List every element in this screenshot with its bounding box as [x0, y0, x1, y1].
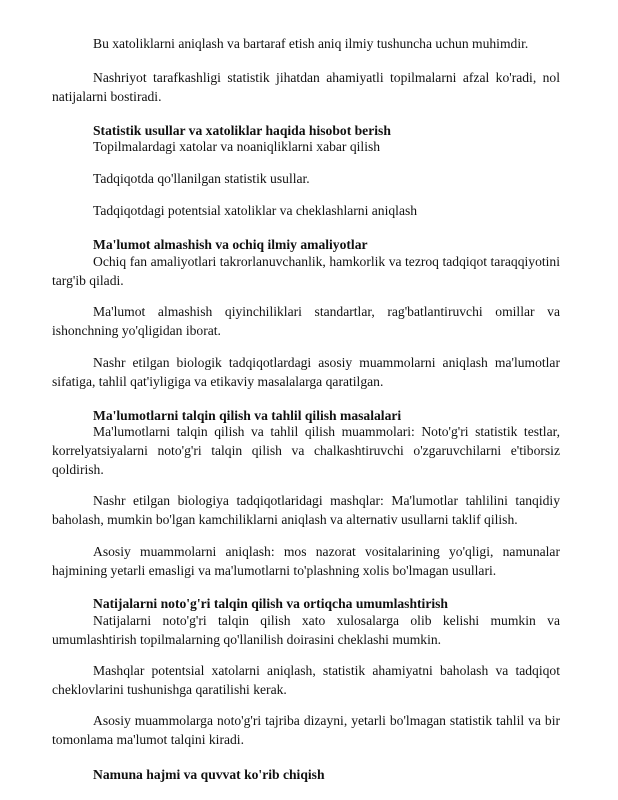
paragraph-14: Asosiy muammolarga noto'g'ri tajriba dizayni, yetarli bo'lmagan statistik tahlil va bir tomonlama ma'lumot talqini kiradi.: [52, 713, 560, 747]
section-heading-statistical-methods: Statistik usullar va xatoliklar haqida hisobot berish: [93, 123, 391, 138]
paragraph-12: Natijalarni noto'g'ri talqin qilish xato xulosalarga olib kelishi mumkin va umumlashtirish topilmalarning qo'llanilish doirasini cheklashi mumkin.: [52, 613, 560, 647]
paragraph-8: Nashr etilgan biologik tadqiqotlardagi asosiy muammolarni aniqlash ma'lumotlar sifatiga, tahlil qat'iyligiga va etikaviy masalalarga qaratilgan.: [52, 355, 560, 389]
paragraph-5: Tadqiqotdagi potentsial xatoliklar va cheklashlarni aniqlash: [93, 203, 418, 218]
section-heading-sample-size: Namuna hajmi va quvvat ko'rib chiqish: [93, 767, 325, 782]
section-heading-data-interpretation: Ma'lumotlarni talqin qilish va tahlil qilish masalalari: [93, 408, 402, 423]
paragraph-11: Asosiy muammolarni aniqlash: mos nazorat vositalarining yo'qligi, namunalar hajmining yetarli emasligi va ma'lumotlarni to'plashning xolis bo'lmagan usullari.: [52, 544, 560, 578]
paragraph-7: Ma'lumot almashish qiyinchiliklari standartlar, rag'batlantiruvchi omillar va ishonchning yo'qligidan iborat.: [52, 304, 560, 338]
paragraph-9: Ma'lumotlarni talqin qilish va tahlil qilish muammolari: Noto'g'ri statistik testlar, korrelyatsiyalarni noto'g'ri talqin qilish va chalkashtiruvchi o'zgaruvchilarni e'tiborsiz qoldirish.: [52, 424, 560, 477]
paragraph-3: Topilmalardagi xatolar va noaniqliklarni xabar qilish: [93, 139, 381, 154]
section-heading-misinterpretation: Natijalarni noto'g'ri talqin qilish va ortiqcha umumlashtirish: [93, 596, 448, 611]
paragraph-13: Mashqlar potentsial xatolarni aniqlash, statistik ahamiyatni baholash va tadqiqot cheklovlarini tushunishga qaratilishi kerak.: [52, 663, 560, 697]
paragraph-6: Ochiq fan amaliyotlari takrorlanuvchanlik, hamkorlik va tezroq tadqiqot taraqqiyotini targ'ib qiladi.: [52, 254, 560, 288]
paragraph-1: Bu xatoliklarni aniqlash va bartaraf etish aniq ilmiy tushuncha uchun muhimdir.: [93, 36, 529, 51]
section-heading-data-sharing: Ma'lumot almashish va ochiq ilmiy amaliyotlar: [93, 237, 368, 252]
paragraph-10: Nashr etilgan biologiya tadqiqotlaridagi mashqlar: Ma'lumotlar tahlilini tanqidiy baholash, mumkin bo'lgan kamchiliklarni aniqlash va alternativ usullarni taklif qilish.: [52, 493, 560, 527]
paragraph-4: Tadqiqotda qo'llanilgan statistik usullar.: [93, 171, 310, 186]
paragraph-2: Nashriyot tarafkashligi statistik jihatdan ahamiyatli topilmalarni afzal ko'radi, nol natijalarni bostiradi.: [52, 70, 560, 104]
